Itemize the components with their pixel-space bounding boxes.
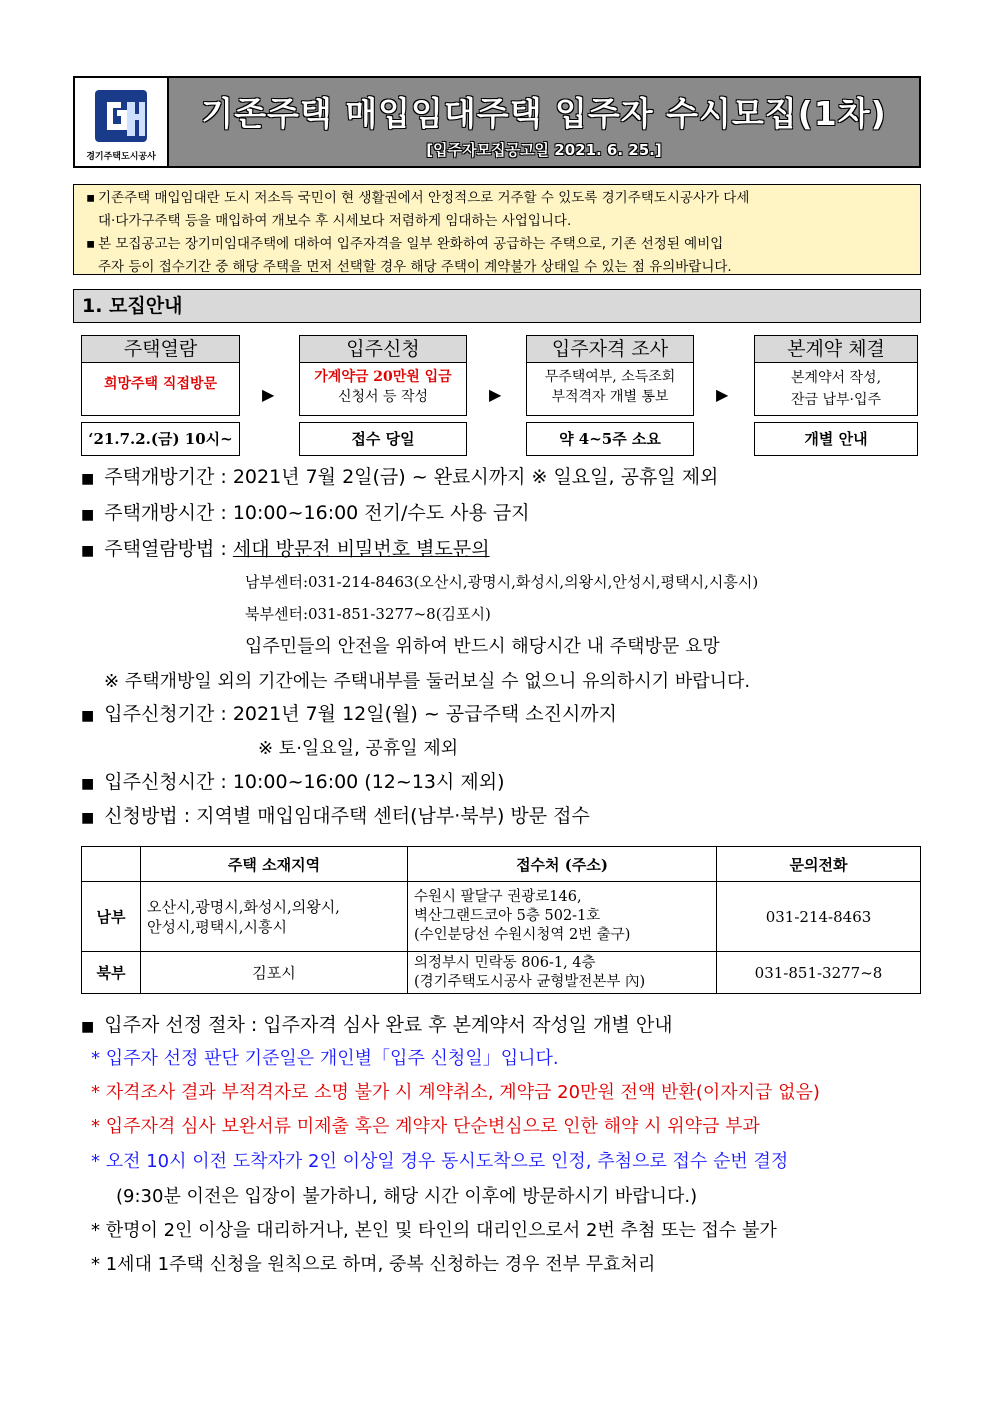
note-proxy: * 한명이 2인 이상을 대리하거나, 본인 및 타인의 대리인으로서 2번 추첨 또는 접수 불가 [91, 1220, 777, 1241]
step-head: 주택열람 [82, 336, 239, 363]
section-title: 1. 모집안내 [73, 289, 921, 323]
note-lottery: * 오전 10시 이전 도착자가 2인 이상일 경우 동시도착으로 인정, 추첨으로 접수 순번 결정 [91, 1151, 789, 1172]
step-foot: 약 4~5주 소요 [526, 422, 694, 456]
notice-item: ▪ 기존주택 매입임대란 도시 저소득 국민이 현 생활권에서 안정적으로 거주할 수 있도록 경기주택도시공사가 다세 [86, 187, 910, 210]
notice-item-cont: 주자 등이 접수기간 중 해당 주택을 먼저 선택할 경우 해당 주택이 계약불가 상태일 수 있는 점 유의바랍니다. [98, 259, 732, 275]
star-icon: * [91, 1151, 100, 1172]
notice-box [73, 184, 921, 275]
center-table [81, 846, 921, 994]
open-time: ■ 주택개방시간 : 10:00~16:00 전기/수도 사용 금지 [81, 502, 530, 524]
bullet-icon: ▪ [86, 236, 96, 252]
step-body: 본계약서 작성, [790, 370, 882, 386]
bullet-icon: ■ [81, 776, 95, 792]
page-title: 기존주택 매입임대주택 입주자 수시모집(1차) [201, 94, 887, 133]
step-foot: 개별 안내 [754, 422, 918, 456]
view-method-value: 세대 방문전 비밀번호 별도문의 [232, 538, 490, 560]
step-body-2: 잔금 납부·입주 [790, 392, 882, 408]
step-foot: ‘21.7.2.(금) 10시~ [81, 422, 240, 456]
step-view [81, 335, 240, 416]
note-penalty: * 입주자격 심사 보완서류 미제출 혹은 계약자 단순변심으로 인한 해약 시 위약금 부과 [91, 1116, 760, 1137]
selection-procedure: ■ 입주자 선정 절차 : 입주자격 심사 완료 후 본계약서 작성일 개별 안내 [81, 1014, 673, 1036]
step-contract [754, 335, 918, 416]
table-row [82, 882, 921, 952]
table-header: 문의전화 [717, 847, 921, 882]
view-method: ■ 주택열람방법 : 세대 방문전 비밀번호 별도문의 [81, 538, 490, 560]
step-head: 입주자격 조사 [527, 336, 693, 363]
star-icon: * [91, 1220, 100, 1241]
table-header-blank [82, 847, 141, 882]
arrow-right-icon: ▶ [716, 385, 729, 404]
note-lottery-detail: (9:30분 이전은 입장이 불가하니, 해당 시간 이후에 방문하시기 바랍니다.) [116, 1186, 698, 1207]
notice-item-cont: 대·다가구주택 등을 매입하여 개보수 후 시세보다 저렴하게 임대하는 사업입니다. [98, 213, 572, 229]
arrow-right-icon: ▶ [489, 385, 502, 404]
step-apply [299, 335, 467, 416]
bullet-icon: ■ [81, 708, 95, 724]
area-cell: 김포시 [141, 952, 408, 994]
caution-note: ※ 주택개방일 외의 기간에는 주택내부를 둘러보실 수 없으니 유의하시기 바랍니다. [104, 671, 751, 692]
step-body-2: 신청서 등 작성 [337, 389, 429, 405]
phone-cell: 031-851-3277~8 [717, 952, 921, 994]
star-icon: * [91, 1254, 100, 1275]
safety-note: 입주민들의 안전을 위하여 반드시 해당시간 내 주택방문 요망 [245, 636, 720, 657]
logo-caption: 경기주택도시공사 [86, 152, 156, 162]
step-body-2: 부적격자 개별 통보 [551, 389, 669, 405]
south-center: 남부센터:031-214-8463(오산시,광명시,화성시,의왕시,안성시,평택시,시흥시) [245, 573, 759, 591]
open-period: ■ 주택개방기간 : 2021년 7월 2일(금) ~ 완료시까지 ※ 일요일, 공휴일 제외 [81, 466, 719, 488]
address-cell: 수원시 팔달구 권광로146, 벽산그랜드코아 5층 502-1호 (수인분당선 수원시청역 2번 출구) [408, 882, 717, 952]
apply-method: ■ 신청방법 : 지역별 매입임대주택 센터(남부·북부) 방문 접수 [81, 805, 590, 827]
table-header: 주택 소재지역 [141, 847, 408, 882]
region-cell: 북부 [82, 952, 141, 994]
step-body: 무주택여부, 소득조회 [544, 369, 676, 385]
gh-logo [75, 78, 169, 166]
star-icon: * [91, 1048, 100, 1069]
gh-logo-icon [77, 84, 165, 154]
bullet-icon: ■ [81, 543, 95, 559]
title-box [169, 78, 919, 166]
table-row [82, 952, 921, 994]
star-icon: * [91, 1082, 100, 1103]
address-cell: 의정부시 민락동 806-1, 4층 (경기주택도시공사 균형발전본부 內) [408, 952, 717, 994]
notice-item: ▪ 본 모집공고는 장기미임대주택에 대하여 입주자격을 일부 완화하여 공급하는 주택으로, 기존 선정된 예비입 [86, 233, 910, 256]
apply-time: ■ 입주신청시간 : 10:00~16:00 (12~13시 제외) [81, 771, 505, 793]
bullet-icon: ■ [81, 810, 95, 826]
page-subtitle: [입주자모집공고일 2021. 6. 25.] [426, 141, 662, 159]
apply-period: ■ 입주신청기간 : 2021년 7월 12일(월) ~ 공급주택 소진시까지 [81, 703, 618, 725]
phone-cell: 031-214-8463 [717, 882, 921, 952]
table-header: 접수처 (주소) [408, 847, 717, 882]
north-center: 북부센터:031-851-3277~8(김포시) [245, 605, 491, 623]
step-check [526, 335, 694, 416]
area-cell: 오산시,광명시,화성시,의왕시, 안성시,평택시,시흥시 [141, 882, 408, 952]
step-body: 희망주택 직접방문 [103, 376, 218, 392]
table-header-row [82, 847, 921, 882]
step-head: 본계약 체결 [755, 336, 917, 363]
step-head: 입주신청 [300, 336, 466, 363]
note-criteria: * 입주자 선정 판단 기준일은 개인별「입주 신청일」입니다. [91, 1048, 559, 1069]
document-header [73, 76, 921, 168]
note-duplicate: * 1세대 1주택 신청을 원칙으로 하며, 중복 신청하는 경우 전부 무효처리 [91, 1254, 656, 1275]
bullet-icon: ■ [81, 1019, 95, 1035]
step-foot: 접수 당일 [299, 422, 467, 456]
bullet-icon: ■ [81, 507, 95, 523]
bullet-icon: ▪ [86, 190, 96, 206]
step-body: 가계약금 20만원 입금 [314, 369, 452, 385]
note-refund: * 자격조사 결과 부적격자로 소명 불가 시 계약취소, 계약금 20만원 전액 반환(이자지급 없음) [91, 1082, 820, 1103]
bullet-icon: ■ [81, 471, 95, 487]
arrow-right-icon: ▶ [262, 385, 275, 404]
star-icon: * [91, 1116, 100, 1137]
apply-except: ※ 토·일요일, 공휴일 제외 [258, 738, 459, 759]
region-cell: 남부 [82, 882, 141, 952]
